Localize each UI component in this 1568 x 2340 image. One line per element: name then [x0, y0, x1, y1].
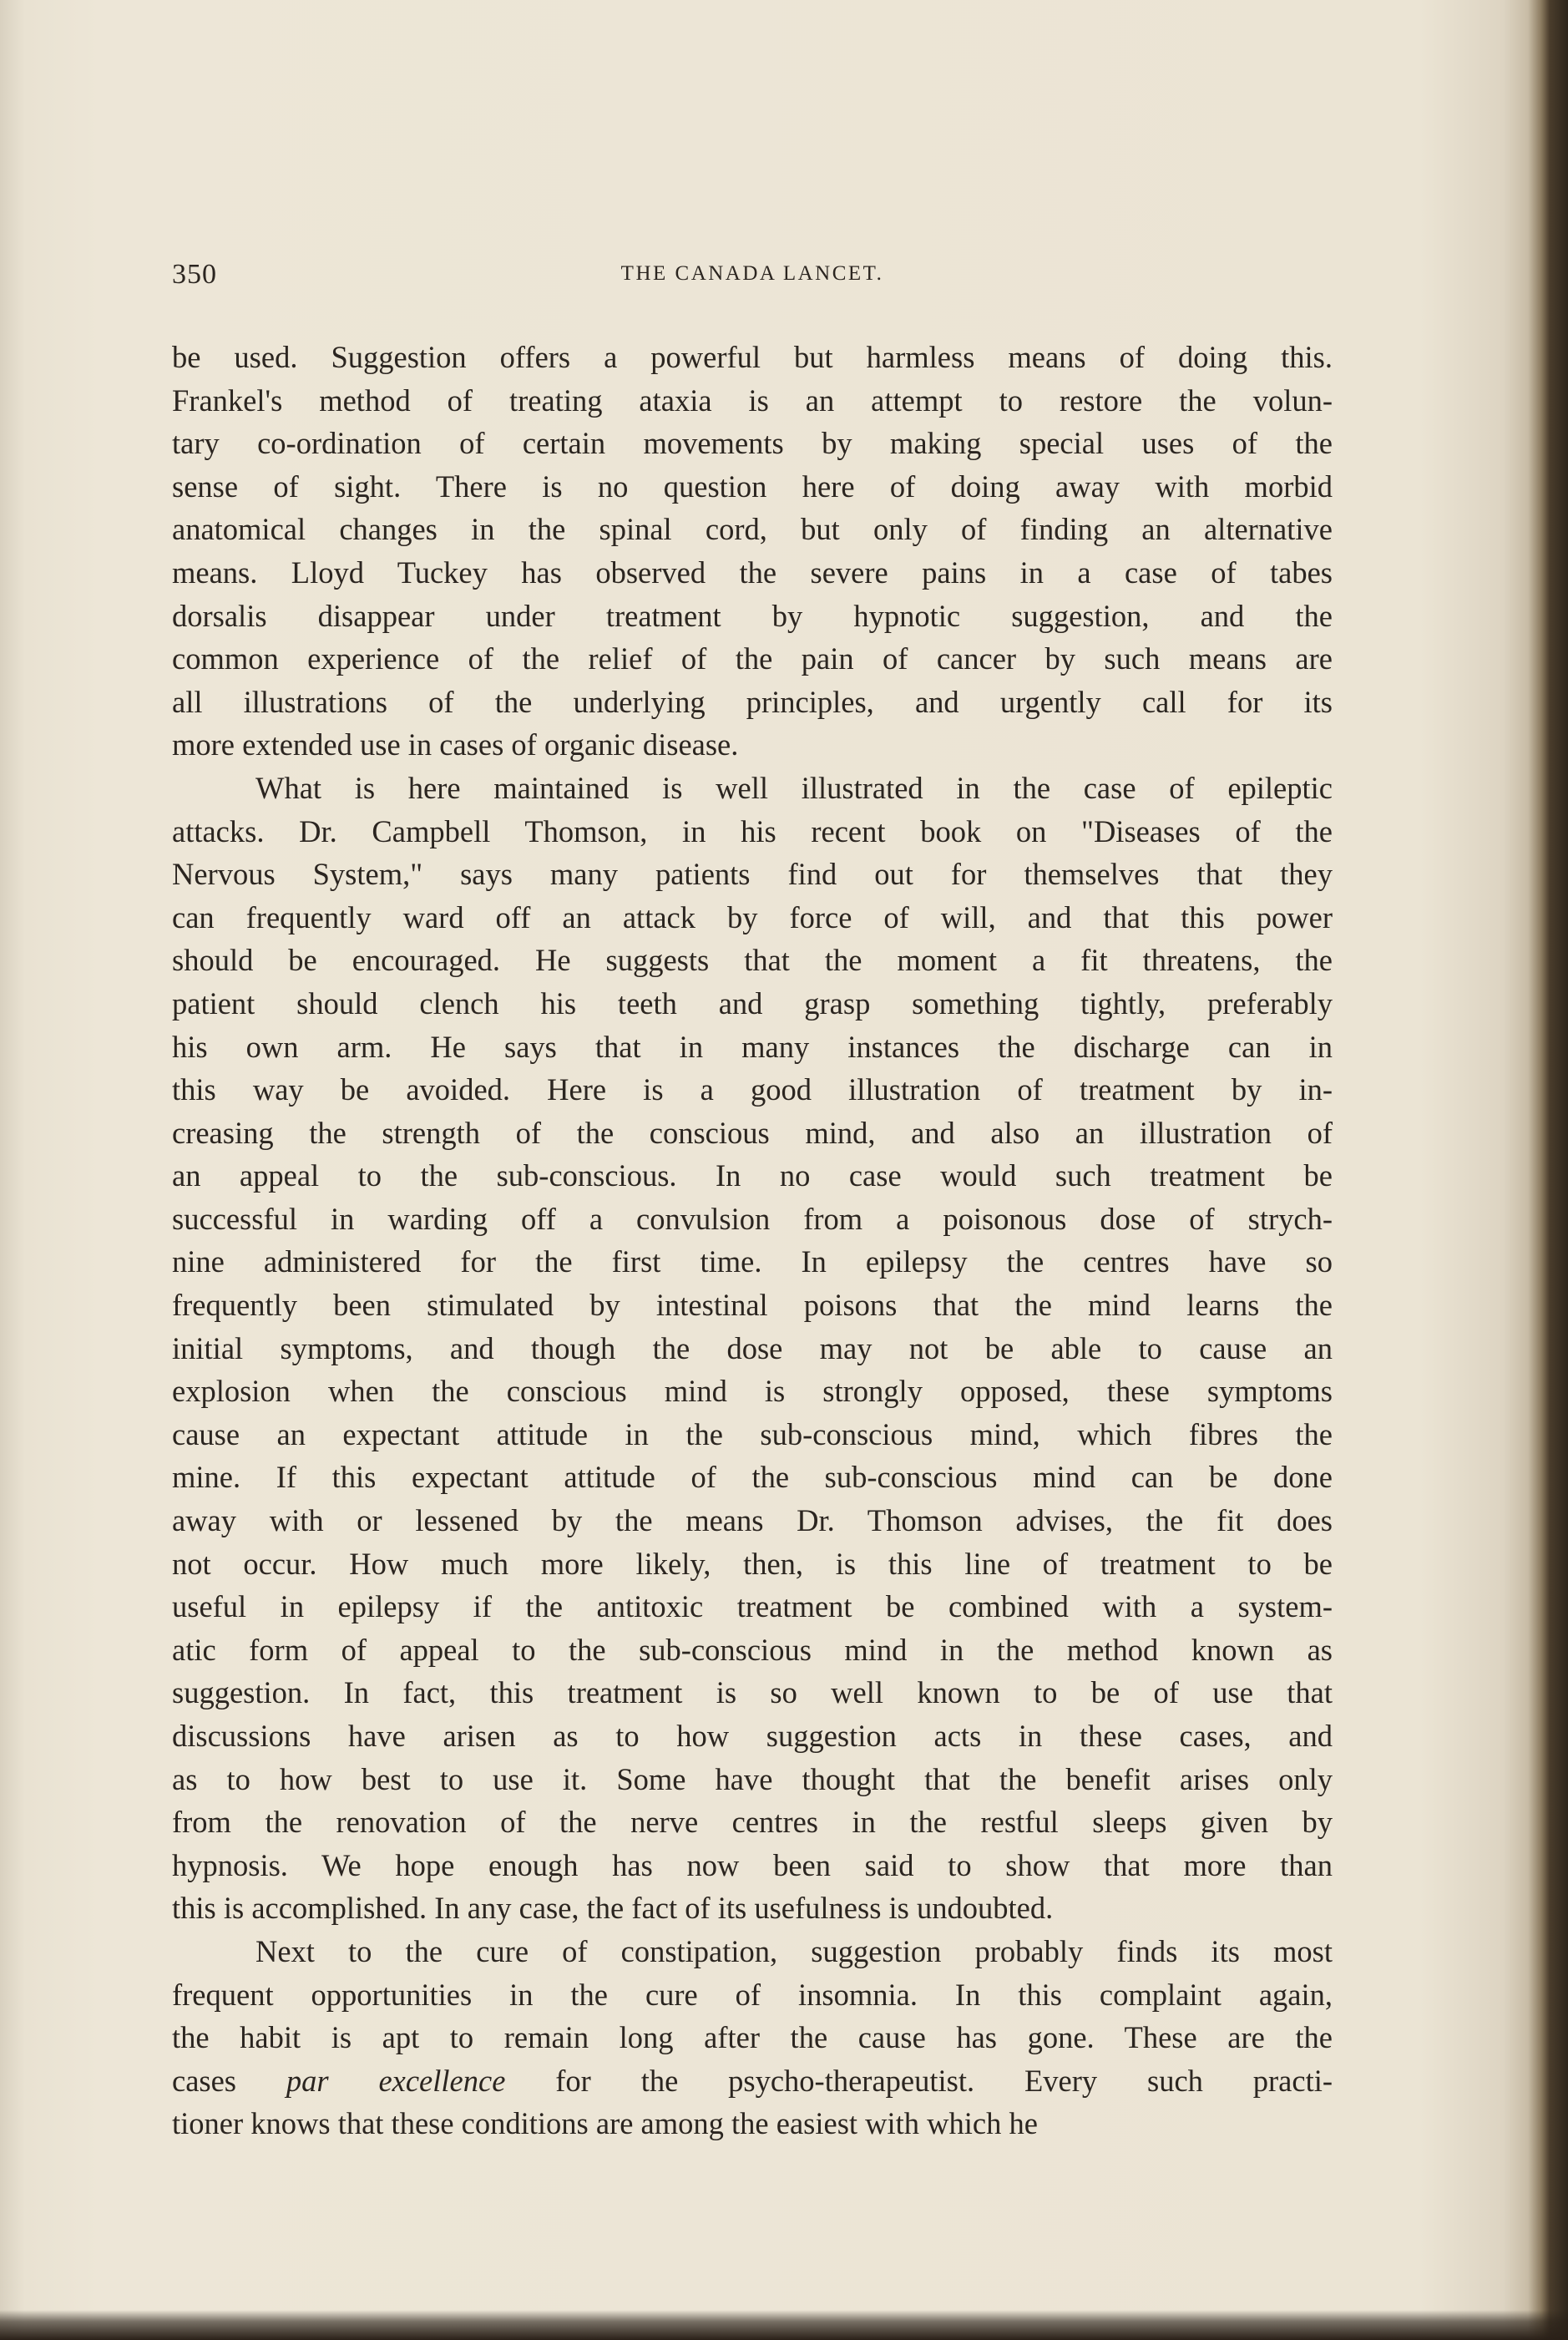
text-line: can frequently ward off an attack by force of will, and that this power — [172, 899, 1333, 934]
text-line: means. Lloyd Tuckey has observed the severe pains in a case of tabes — [172, 555, 1333, 590]
text-line: be used. Suggestion offers a powerful but harmless means of doing this. — [172, 340, 1333, 374]
text-line: Frankel's method of treating ataxia is an attempt to restore the volun- — [172, 382, 1333, 418]
text-line: the habit is apt to remain long after the cause has gone. These are the — [172, 2020, 1333, 2055]
body-text — [172, 336, 1333, 2145]
page-number: 350 — [172, 259, 217, 290]
text-line: from the renovation of the nerve centres in the restful sleeps given by — [172, 1805, 1333, 1840]
running-head — [172, 251, 1333, 301]
text-line: nine administered for the first time. In epilepsy the centres have so — [172, 1244, 1333, 1279]
text-line: anatomical changes in the spinal cord, but only of finding an alternative — [172, 512, 1333, 547]
journal-title: THE CANADA LANCET. — [620, 262, 884, 285]
text-line: successful in warding off a convulsion from a poisonous dose of strych- — [172, 1201, 1333, 1236]
text-line: patient should clench his teeth and grasp something tightly, preferably — [172, 985, 1333, 1021]
text-line: an appeal to the sub-conscious. In no case would such treatment be — [172, 1158, 1333, 1193]
text-line: this way be avoided. Here is a good illustration of treatment by in- — [172, 1072, 1333, 1107]
text-line: his own arm. He says that in many instances the discharge can in — [172, 1029, 1333, 1064]
text-line: away with or lessened by the means Dr. Thomson advises, the fit does — [172, 1503, 1333, 1538]
text-line: hypnosis. We hope enough has now been said to show that more than — [172, 1847, 1333, 1882]
text-line: common experience of the relief of the pain of cancer by such means are — [172, 641, 1333, 676]
text-line: Next to the cure of constipation, suggestion probably finds its most — [255, 1933, 1333, 1968]
text-line: suggestion. In fact, this treatment is so well known to be of use that — [172, 1675, 1333, 1710]
page-edge-shadow — [0, 2310, 1568, 2340]
text-line: initial symptoms, and though the dose may not be able to cause an — [172, 1330, 1333, 1365]
paragraph — [172, 336, 1333, 767]
text-line: cases par excellence for the psycho-therapeutist. Every such practi- — [172, 2063, 1333, 2098]
text-line: explosion when the conscious mind is strongly opposed, these symptoms — [172, 1374, 1333, 1409]
text-line: as to how best to use it. Some have thought that the benefit arises only — [172, 1761, 1333, 1796]
text-line: all illustrations of the underlying principles, and urgently call for its — [172, 684, 1333, 719]
text-line: not occur. How much more likely, then, is this line of treatment to be — [172, 1546, 1333, 1581]
text-line: should be encouraged. He suggests that the moment a fit threatens, the — [172, 943, 1333, 978]
text-line: discussions have arisen as to how suggestion acts in these cases, and — [172, 1719, 1333, 1753]
text-line: sense of sight. There is no question here of doing away with morbid — [172, 469, 1333, 504]
text-line: creasing the strength of the conscious mind, and also an illustration of — [172, 1115, 1333, 1150]
text-line: cause an expectant attitude in the sub-conscious mind, which fibres the — [172, 1416, 1333, 1451]
text-line: more extended use in cases of organic disease. — [172, 727, 739, 762]
text-line: atic form of appeal to the sub-conscious mind in the method known as — [172, 1632, 1333, 1667]
text-line: useful in epilepsy if the antitoxic treatment be combined with a system- — [172, 1589, 1333, 1624]
text-line: tioner knows that these conditions are among the easiest with which he — [172, 2106, 1038, 2141]
text-line: attacks. Dr. Campbell Thomson, in his recent book on "Diseases of the — [172, 813, 1333, 848]
text-line: this is accomplished. In any case, the fact of its usefulness is undoubted. — [172, 1891, 1054, 1926]
paragraph — [172, 1930, 1333, 2145]
text-line: tary co-ordination of certain movements by making special uses of the — [172, 426, 1333, 461]
italic-phrase: par excellence — [286, 2063, 506, 2098]
paragraph — [172, 767, 1333, 1930]
text-line: dorsalis disappear under treatment by hypnotic suggestion, and the — [172, 598, 1333, 633]
text-line: frequently been stimulated by intestinal poisons that the mind learns the — [172, 1288, 1333, 1323]
text-line: What is here maintained is well illustrated in the case of epileptic — [255, 770, 1333, 805]
text-line: Nervous System," says many patients find out for themselves that they — [172, 857, 1333, 892]
text-line: frequent opportunities in the cure of insomnia. In this complaint again, — [172, 1977, 1333, 2012]
text-line: mine. If this expectant attitude of the sub-conscious mind can be done — [172, 1460, 1333, 1495]
